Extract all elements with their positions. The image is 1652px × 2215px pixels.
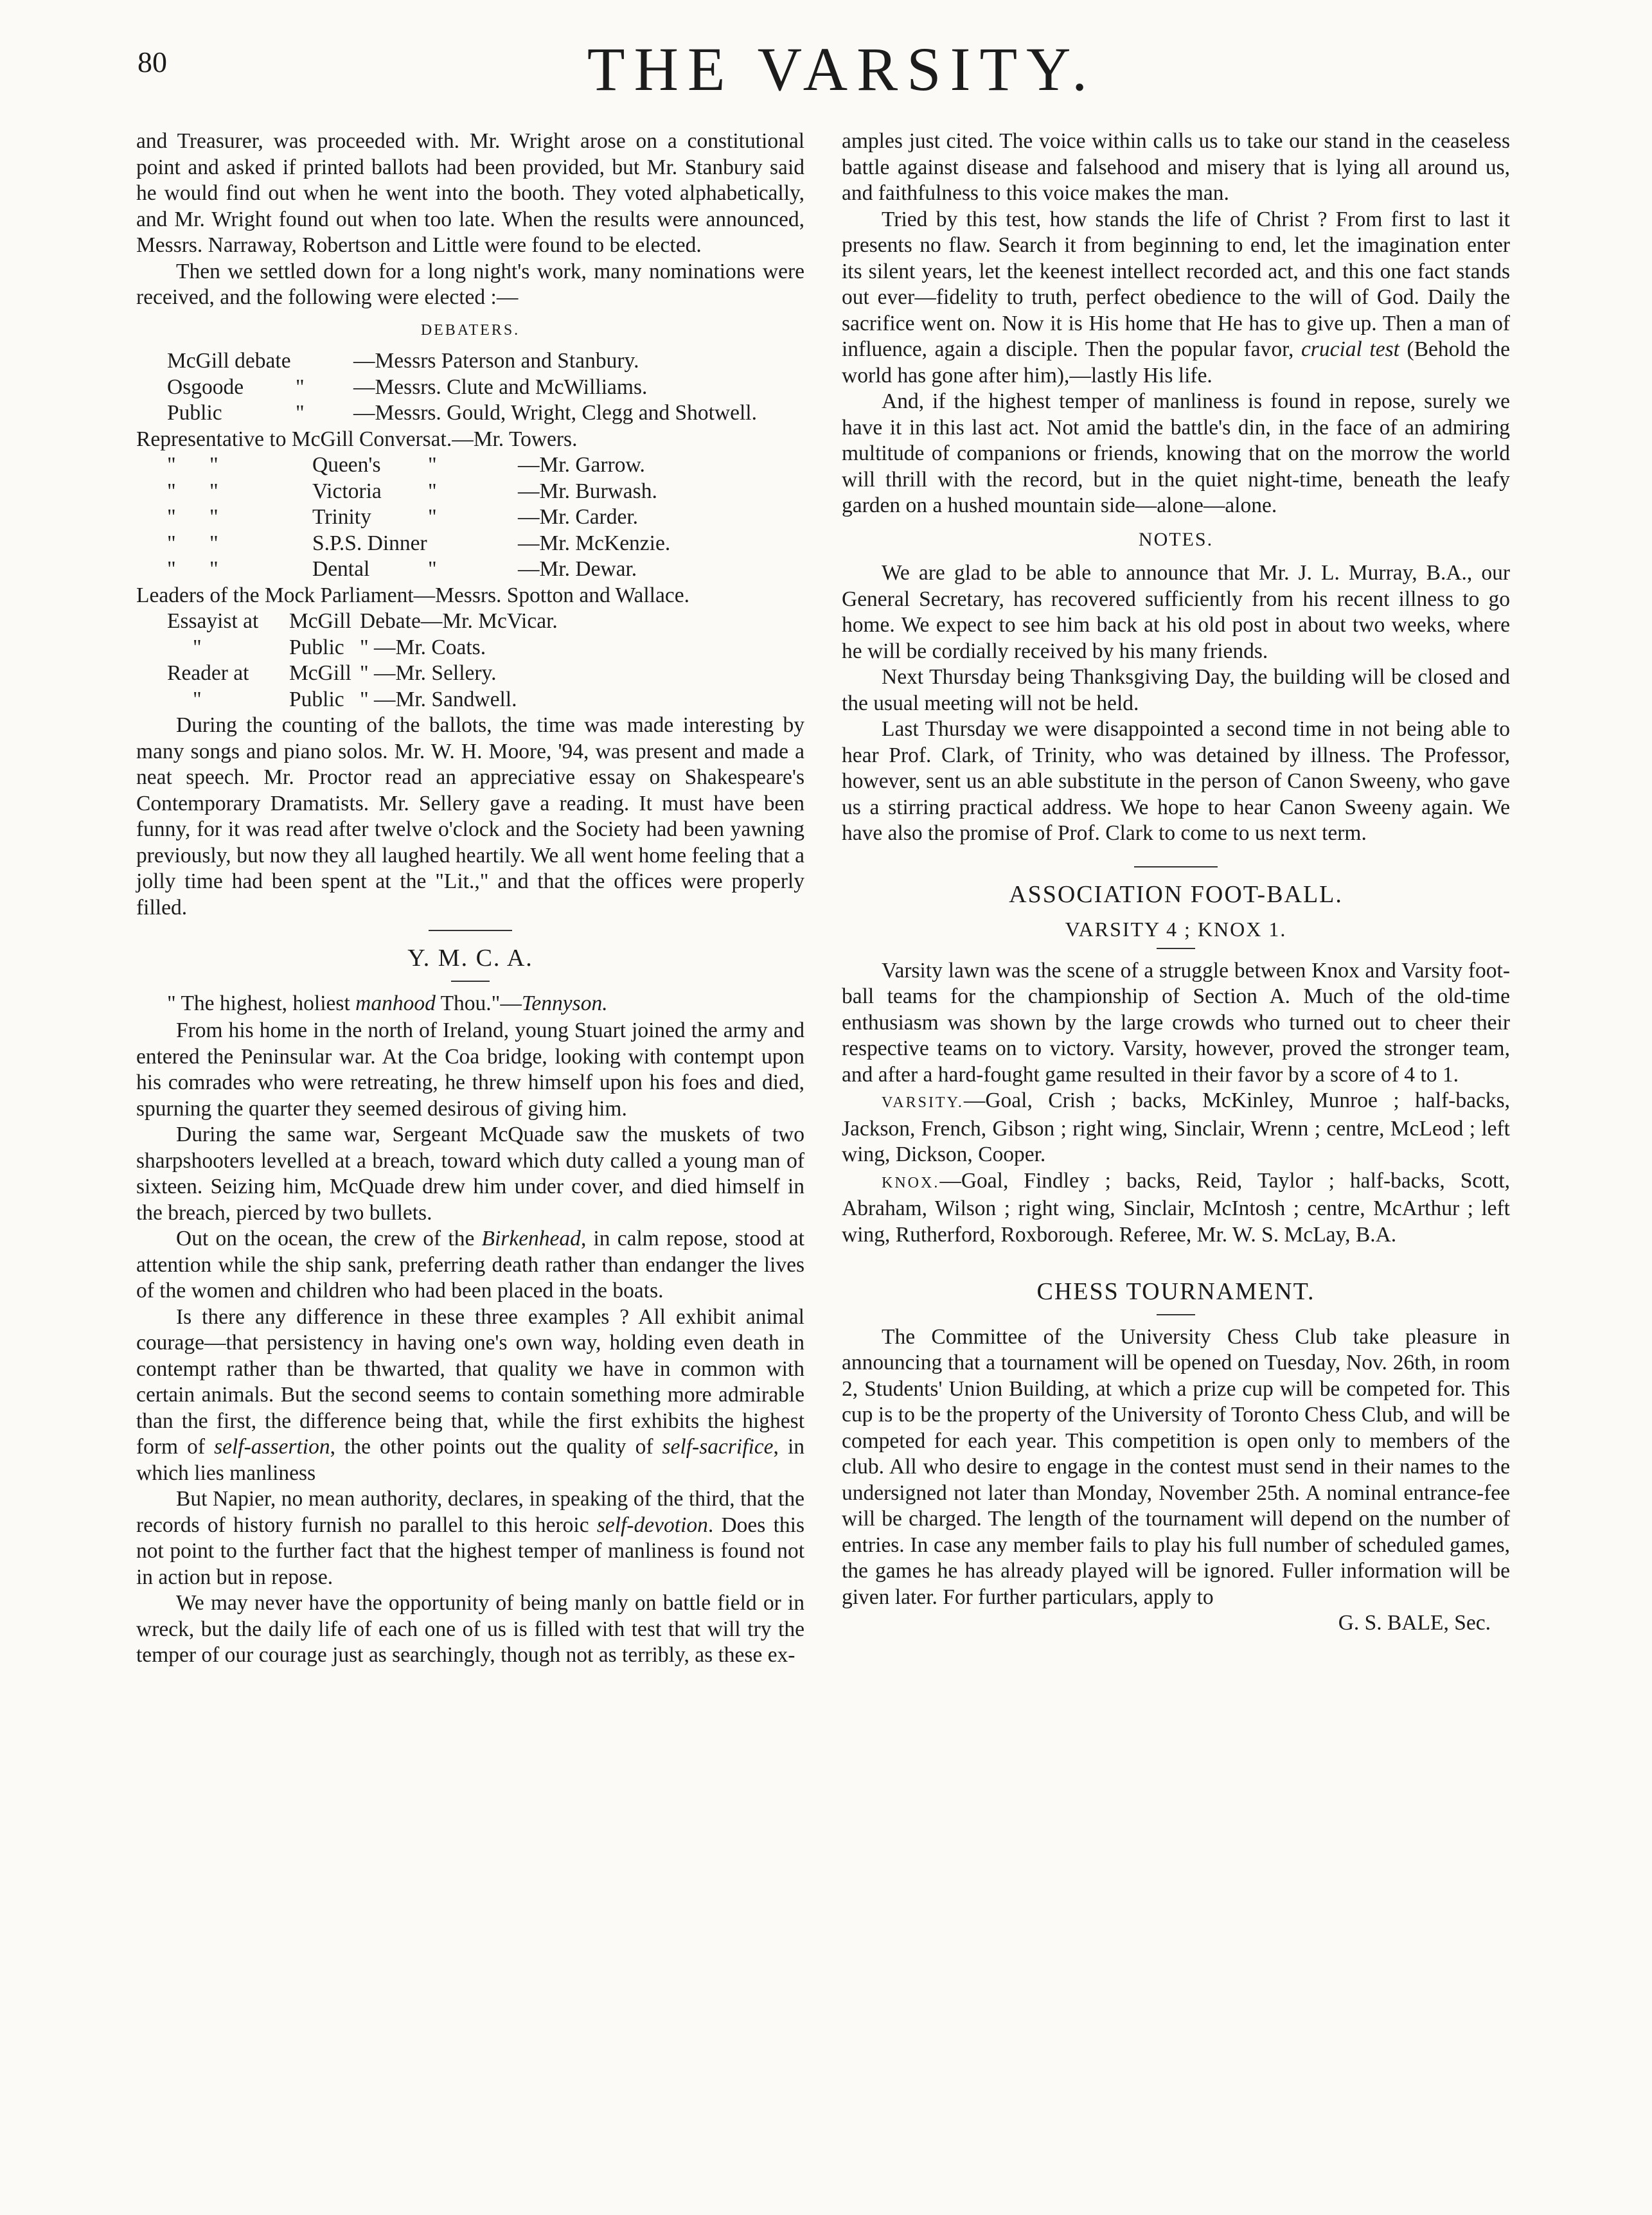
paragraph bbox=[842, 207, 1510, 389]
list-item bbox=[136, 609, 804, 635]
section-heading-notes: NOTES. bbox=[1138, 528, 1214, 550]
list-label: Public bbox=[289, 635, 344, 659]
emphasis: self-sacrifice bbox=[662, 1435, 774, 1459]
emphasis: self-assertion bbox=[214, 1435, 330, 1459]
list-value: —Messrs Paterson and Stanbury. bbox=[353, 349, 639, 373]
ditto-mark: " bbox=[167, 453, 176, 477]
ditto-mark: " bbox=[209, 557, 218, 581]
list-item bbox=[136, 400, 804, 427]
page-number: 80 bbox=[138, 46, 167, 78]
text-run: , the other points out the quality of bbox=[330, 1435, 662, 1459]
list-label: Osgoode bbox=[167, 375, 244, 399]
paragraph bbox=[842, 1088, 1510, 1168]
text-run: But Napier, no mean authority, declares, in speaking of the third, that the records of history furnish no parallel to this heroic bbox=[136, 1487, 804, 1537]
paragraph: Varsity lawn was the scene of a struggle between Knox and Varsity foot-ball teams for the championship of Section A. Much of the old-time enthusiasm was shown by the large crowds who turned out to cheer their respective teams on to victory. Varsity, however, proved the stronger team, and after a hard-fought game resulted in their favor by a score of 4 to 1. bbox=[842, 958, 1510, 1087]
list-value: —Mr. Carder. bbox=[518, 505, 639, 529]
list-value: " —Mr. Coats. bbox=[360, 635, 486, 659]
quote-text: Thou."— bbox=[435, 991, 522, 1015]
list-item bbox=[136, 531, 804, 557]
text-run: Is there any difference in these three examples ? All exhibit animal courage—that persistency in having one's own way, holding even death in contempt rather than be thwarted, that quality we have in common with certain animals. But the second seems to contain something more admirable than the first, the difference being that, while the first exhibits the highest form of bbox=[136, 1304, 804, 1459]
list-label: Reader at bbox=[167, 661, 249, 685]
paragraph: Last Thursday we were disappointed a second time in not being able to hear Prof. Clark, of Trinity, who was detained by illness. The Professor, however, sent us an able substitute in the person of Canon Sweeny, who gave us a stirring practical address. We hope to hear Canon Sweeny again. We have also the promise of Prof. Clark to come to us next term. bbox=[842, 717, 1510, 845]
match-score: VARSITY 4 ; KNOX 1. bbox=[1065, 918, 1287, 941]
paragraph: And, if the highest temper of manliness is found in repose, surely we have it in this last act. Not amid the battle's din, in the face of an admiring multitude of companions or friends, knowing that on the morrow the world will thrill with the record, but in the quiet night-time, beneath the leafy garden on a hushed mountain side—alone—alone. bbox=[842, 389, 1510, 517]
list-item bbox=[136, 504, 804, 531]
ditto-mark: " bbox=[167, 505, 176, 529]
paragraph bbox=[842, 1168, 1510, 1249]
section-heading-ymca: Y. M. C. A. bbox=[407, 945, 533, 972]
quote-author: Tennyson. bbox=[521, 991, 608, 1015]
list-value: Debate—Mr. McVicar. bbox=[360, 609, 558, 633]
ditto-mark: " bbox=[296, 401, 305, 425]
list-item bbox=[136, 687, 804, 713]
ditto-mark: " bbox=[193, 687, 202, 711]
left-column bbox=[136, 129, 804, 1669]
list-label: Public bbox=[167, 401, 222, 425]
list-item bbox=[136, 348, 804, 375]
team-label: KNOX. bbox=[882, 1174, 940, 1191]
list-label: Victoria bbox=[312, 479, 382, 503]
paragraph bbox=[136, 1226, 804, 1304]
list-label: Essayist at bbox=[167, 609, 259, 633]
ditto-mark: " bbox=[167, 531, 176, 555]
divider bbox=[429, 930, 512, 931]
list-label: McGill bbox=[289, 609, 351, 633]
text-run: . Does this not point to the further fact that the highest temper of manliness is found not in action but in repose. bbox=[136, 1513, 804, 1589]
divider bbox=[1157, 948, 1195, 949]
signature-line bbox=[842, 1610, 1510, 1637]
ditto-mark bbox=[428, 531, 518, 557]
signature: G. S. BALE, Sec. bbox=[1338, 1611, 1491, 1635]
quote-text: " The highest, holiest bbox=[167, 991, 356, 1015]
list-label: Dental bbox=[312, 557, 370, 581]
ditto-mark: " bbox=[209, 479, 218, 503]
paragraph: We may never have the opportunity of being manly on battle field or in wreck, but the daily life of each one of us is filled with test that will try the temper of our courage just as searchingly, though not as terribly, as these ex- bbox=[136, 1591, 804, 1667]
masthead-title: THE VARSITY. bbox=[587, 35, 1097, 103]
paragraph: and Treasurer, was proceeded with. Mr. Wright arose on a constitutional point and asked if printed ballots had been provided, but Mr. Stanbury said he would find out when he went into the booth. They voted alphabetically, and Mr. Wright found out when too late. When the results were announced, Messrs. Narraway, Robertson and Little were found to be elected. bbox=[136, 129, 804, 257]
text-run: Out on the ocean, the crew of the bbox=[176, 1227, 482, 1250]
ditto-mark: " bbox=[167, 479, 176, 503]
list-label: Trinity bbox=[312, 505, 371, 529]
list-value: —Mr. Garrow. bbox=[518, 453, 645, 477]
paragraph: During the same war, Sergeant McQuade saw the muskets of two sharpshooters levelled at a breach, toward which duty called a young man of sixteen. Seizing him, McQuade drew him under cover, and died himself in the breach, pierced by two bullets. bbox=[136, 1123, 804, 1225]
ditto-mark: " bbox=[428, 479, 437, 503]
ditto-mark: " bbox=[428, 453, 437, 477]
list-item bbox=[136, 556, 804, 583]
list-item: Leaders of the Mock Parliament—Messrs. Spotton and Wallace. bbox=[136, 583, 689, 607]
list-item: Representative to McGill Conversat.—Mr. Towers. bbox=[136, 427, 578, 451]
emphasis: crucial test bbox=[1301, 337, 1399, 361]
list-label: McGill debate bbox=[167, 349, 291, 373]
paragraph bbox=[136, 1486, 804, 1590]
list-label: Queen's bbox=[312, 453, 381, 477]
epigraph bbox=[136, 991, 804, 1017]
paragraph: From his home in the north of Ireland, young Stuart joined the army and entered the Peninsular war. At the Coa bridge, looking with contempt upon his comrades who were retreating, he threw himself upon his foes and died, spurning the quarter they seemed desirous of giving him. bbox=[136, 1019, 804, 1121]
list-label: S.P.S. Dinner bbox=[312, 531, 427, 555]
section-heading-football: ASSOCIATION FOOT-BALL. bbox=[1009, 880, 1343, 908]
team-label: VARSITY. bbox=[882, 1094, 964, 1111]
ditto-mark: " bbox=[296, 375, 305, 399]
paragraph: amples just cited. The voice within calls us to take our stand in the ceaseless battle against disease and falsehood and misery that is lying all around us, and faithfulness to this voice makes the man. bbox=[842, 129, 1510, 205]
list-value: " —Mr. Sellery. bbox=[360, 661, 497, 685]
text-run: (Behold the world has gone after him),—lastly His life. bbox=[842, 337, 1510, 387]
divider bbox=[1157, 1314, 1195, 1315]
list-label: McGill bbox=[289, 661, 351, 685]
section-heading-debaters: DEBATERS. bbox=[420, 321, 520, 339]
text-run: —Goal, Findley ; backs, Reid, Taylor ; half-backs, Scott, Abraham, Wilson ; right wing, Sinclair, McIntosh ; centre, McArthur ; left wing, Rutherford, Roxborough. Referee, Mr. W. S. McLay, B.A. bbox=[842, 1168, 1510, 1247]
list-item bbox=[136, 635, 804, 661]
text-run: , in calm repose, stood at attention while the ship sank, preferring death rather than endanger the lives of the women and children who had been placed in the boats. bbox=[136, 1227, 804, 1303]
list-value: —Messrs. Gould, Wright, Clegg and Shotwell. bbox=[353, 401, 757, 425]
paragraph: The Committee of the University Chess Club take pleasure in announcing that a tournament will be opened on Tuesday, Nov. 26th, in room 2, Students' Union Building, at which a prize cup will be competed for. This cup is to be the property of the University of Toronto Chess Club, and will be competed for each year. This competition is open only to members of the club. All who desire to engage in the contest must send in their names to the undersigned not later than Monday, November 25th. A nominal entrance-fee will be charged. The length of the tournament will depend on the number of entries. In case any member fails to play his full number of scheduled games, the games he has already played will be ignored. Fuller information will be given later. For further particulars, apply to bbox=[842, 1324, 1510, 1609]
ditto-mark: " bbox=[209, 531, 218, 555]
ditto-mark: " bbox=[193, 635, 202, 659]
list-item bbox=[136, 479, 804, 505]
emphasis: Birkenhead bbox=[481, 1227, 581, 1250]
section-heading-chess: CHESS TOURNAMENT. bbox=[1036, 1278, 1315, 1305]
list-item bbox=[136, 375, 804, 401]
ditto-mark bbox=[296, 348, 353, 375]
right-column bbox=[842, 129, 1510, 1637]
emphasis: self-devotion bbox=[596, 1513, 708, 1537]
paragraph: Then we settled down for a long night's work, many nominations were received, and the following were elected :— bbox=[136, 259, 804, 309]
paragraph bbox=[136, 1304, 804, 1487]
text-run: , in which lies manliness bbox=[136, 1435, 805, 1485]
ditto-mark: " bbox=[209, 505, 218, 529]
divider bbox=[1134, 866, 1218, 867]
text-run: —Goal, Crish ; backs, McKinley, Munroe ; half-backs, Jackson, French, Gibson ; right wing, Sinclair, Wrenn ; centre, McLeod ; left wing, Dickson, Cooper. bbox=[842, 1089, 1510, 1166]
paragraph: During the counting of the ballots, the time was made interesting by many songs and piano solos. Mr. W. H. Moore, '94, was present and made a neat speech. Mr. Proctor read an appreciative essay on Shakespeare's Contemporary Dramatists. Mr. Sellery gave a reading. It must have been funny, for it was read after twelve o'clock and the Society had been yawning previously, but now they all laughed heartily. We all went home feeling that a jolly time had been spent at the "Lit.," and that the offices were properly filled. bbox=[136, 713, 804, 920]
list-label: Public bbox=[289, 687, 344, 711]
list-value: " —Mr. Sandwell. bbox=[360, 687, 517, 711]
quote-emphasis: manhood bbox=[355, 991, 436, 1015]
list-value: —Mr. Burwash. bbox=[518, 479, 657, 503]
list-value: —Mr. Dewar. bbox=[518, 557, 637, 581]
paragraph: We are glad to be able to announce that Mr. J. L. Murray, B.A., our General Secretary, has recovered sufficiently from his recent illness to go home. We expect to see him back at his old post in about two weeks, where he will be cordially received by his many friends. bbox=[842, 561, 1510, 663]
ditto-mark: " bbox=[428, 557, 437, 581]
paragraph: Next Thursday being Thanksgiving Day, the building will be closed and the usual meeting will not be held. bbox=[842, 665, 1510, 715]
text-run: Tried by this test, how stands the life of Christ ? From first to last it presents no flaw. Search it from beginning to end, let the imagination enter its silent years, let the keenest intellect recorded act, and this one fact stands out ever—fidelity to truth, perfect obedience to the will of God. Daily the sacrifice went on. Now it is His home that He has to give up. Then a man of influence, again a disciple. Then the popular favor, bbox=[842, 207, 1510, 361]
ditto-mark: " bbox=[209, 453, 218, 477]
divider bbox=[451, 981, 490, 982]
list-value: —Mr. McKenzie. bbox=[518, 531, 671, 555]
list-value: —Messrs. Clute and McWilliams. bbox=[353, 375, 648, 399]
list-item bbox=[136, 452, 804, 479]
ditto-mark: " bbox=[428, 505, 437, 529]
list-item bbox=[136, 661, 804, 687]
ditto-mark: " bbox=[167, 557, 176, 581]
